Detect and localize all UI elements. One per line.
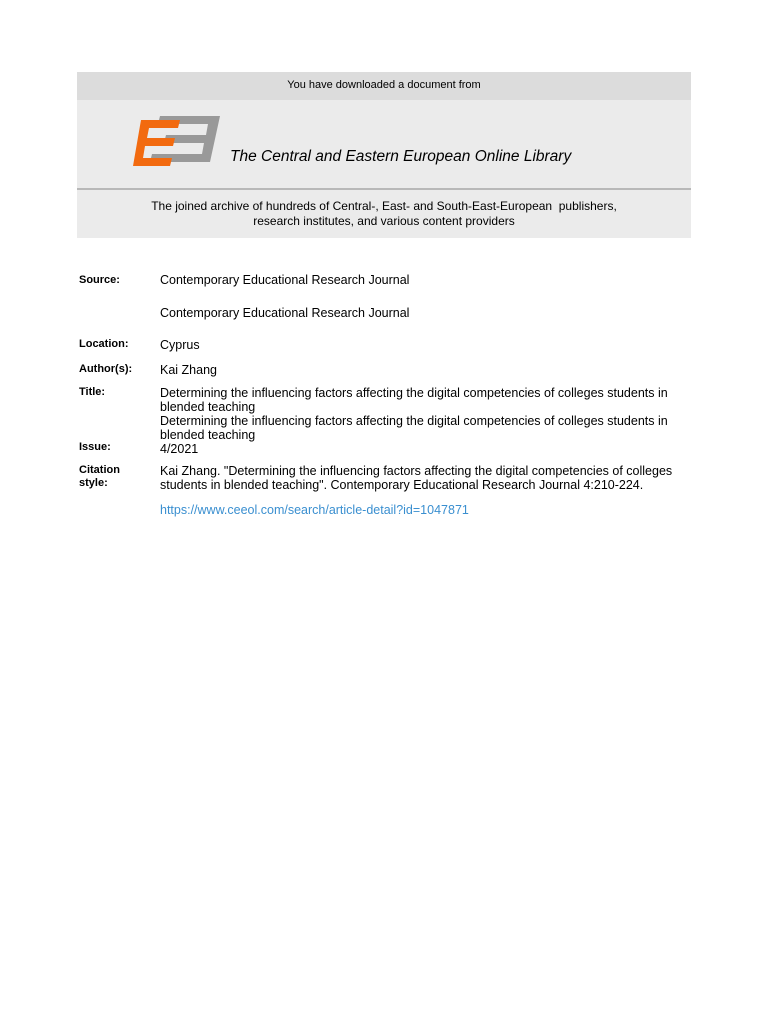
title-label: Title: (79, 386, 106, 398)
downloaded-notice: You have downloaded a document from (287, 79, 481, 91)
title-line: Determining the influencing factors affecting the digital competencies of colleges students in (160, 386, 668, 400)
article-url-row (160, 503, 700, 517)
banner-description-line: research institutes, and various content providers (253, 213, 515, 228)
citation-label-line: style: (79, 477, 108, 489)
banner-description (77, 199, 691, 228)
banner-description-line: The joined archive of hundreds of Central-, East- and South-East-European publishers, (151, 199, 617, 213)
ceeol-banner (77, 72, 691, 238)
banner-top-bar (77, 72, 691, 100)
citation-label-line: Citation (79, 464, 120, 476)
source-value: Contemporary Educational Research Journal (160, 273, 410, 287)
issue-value: 4/2021 (160, 442, 199, 456)
location-value: Cyprus (160, 338, 200, 352)
title-value (160, 386, 700, 442)
authors-label: Author(s): (79, 363, 133, 375)
citation-value (160, 464, 700, 492)
source-label: Source: (79, 274, 120, 286)
citation-line: students in blended teaching". Contemporary Educational Research Journal 4:210-224. (160, 478, 644, 492)
location-label: Location: (79, 338, 129, 350)
title-line: Determining the influencing factors affecting the digital competencies of colleges students in (160, 414, 668, 428)
banner-divider (77, 188, 691, 190)
title-line: blended teaching (160, 400, 256, 414)
library-title: The Central and Eastern European Online Library (230, 148, 572, 165)
article-url-link[interactable]: https://www.ceeol.com/search/article-detail?id=1047871 (160, 503, 469, 517)
citation-line: Kai Zhang. "Determining the influencing factors affecting the digital competencies of colleges (160, 464, 673, 478)
source-value-2: Contemporary Educational Research Journal (160, 306, 410, 320)
ceeol-e-logo-icon (130, 112, 224, 172)
citation-label (79, 464, 120, 490)
title-line: blended teaching (160, 428, 256, 442)
authors-value: Kai Zhang (160, 363, 217, 377)
issue-label: Issue: (79, 441, 111, 453)
